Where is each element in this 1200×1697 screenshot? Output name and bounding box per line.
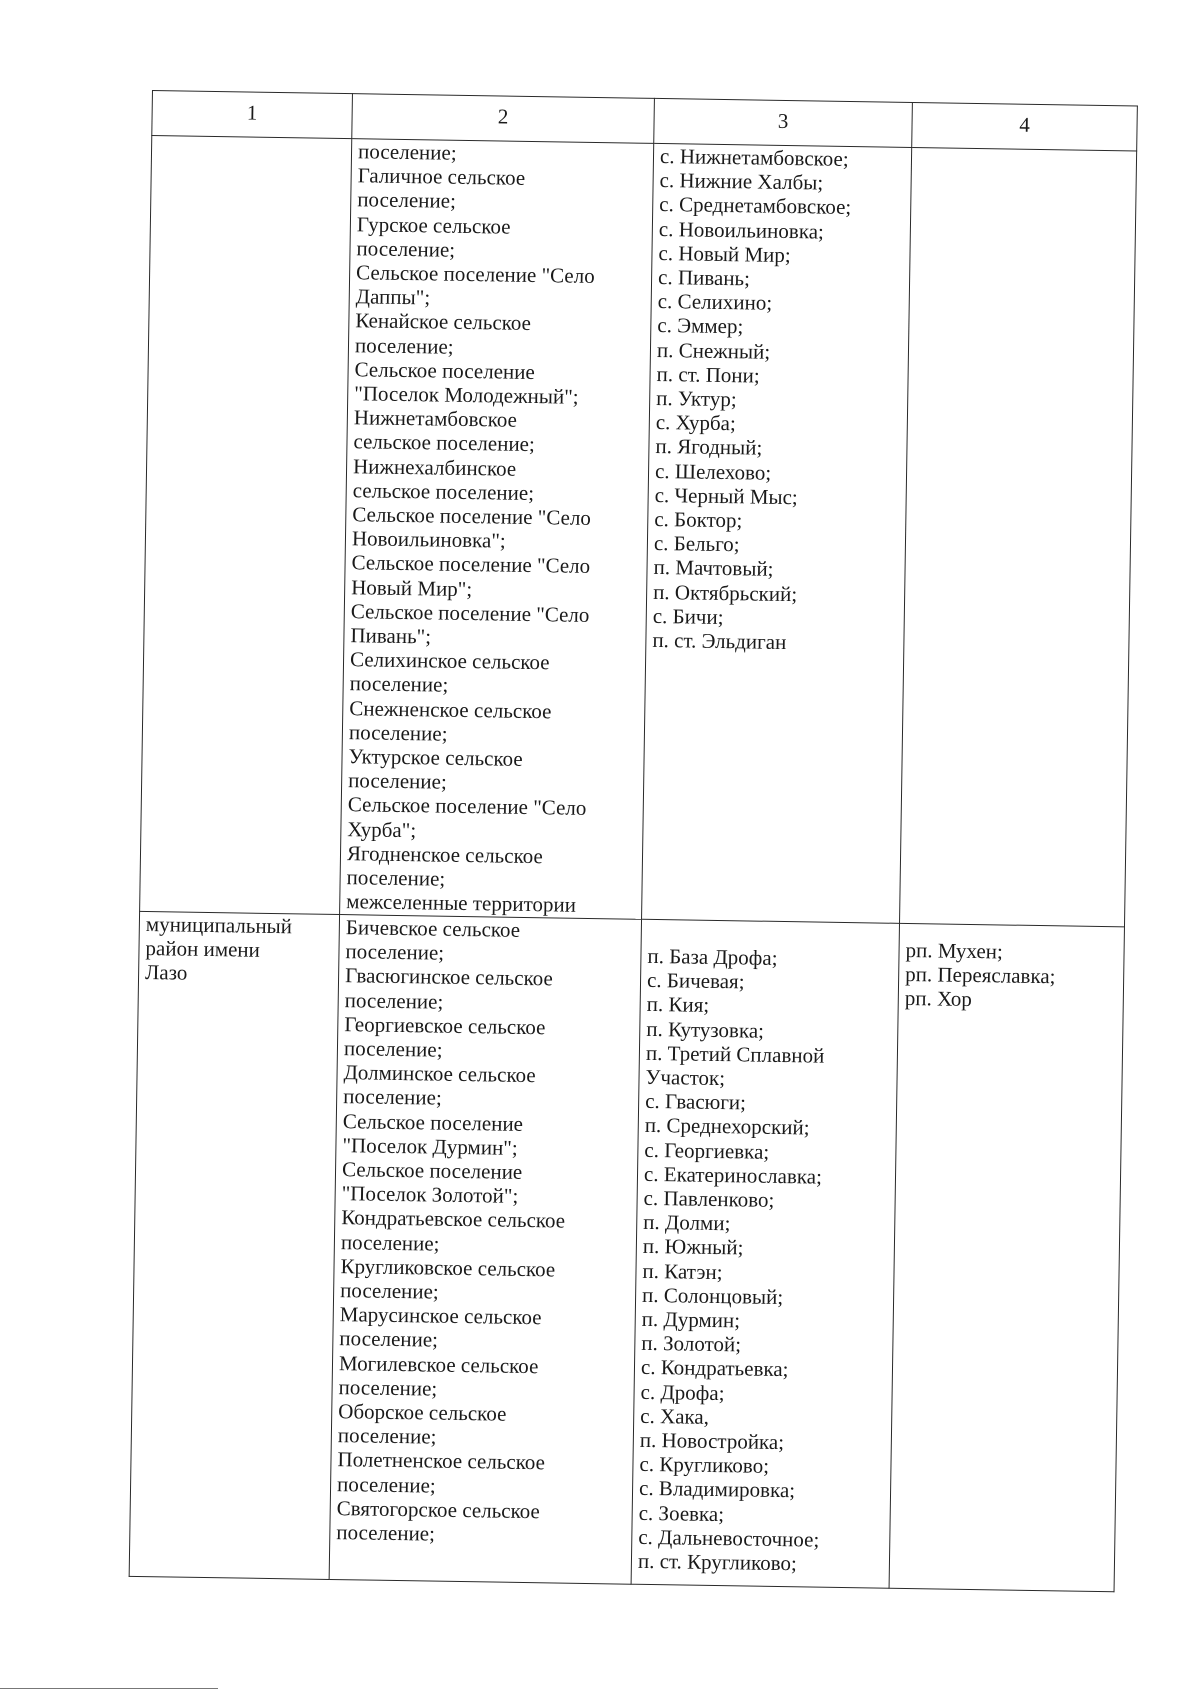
cell-line: с. Среднетамбовское; [659, 192, 852, 220]
cell-line: с. Хурба; [655, 410, 737, 436]
cell-line: Марусинское сельское [339, 1302, 542, 1330]
header-cell-3: 3 [654, 98, 913, 147]
cell-line: поселение; [357, 139, 457, 165]
cell-line: п. Золотой; [641, 1331, 742, 1357]
cell-line: с. Нижнетамбовское; [659, 143, 849, 171]
cell-line: Гурское сельское [356, 211, 511, 239]
cell-line: Сельское поселение [341, 1157, 523, 1184]
cell-line: с. Бичевая; [646, 968, 745, 994]
cell-line: Георгиевское сельское [344, 1011, 546, 1040]
cell-line: п. ст. Эльдиган [652, 627, 787, 655]
cell-line: Пивань"; [350, 623, 432, 649]
row1-district-cell [140, 136, 352, 915]
table-row [129, 911, 1124, 1591]
cell-line: п. Кия; [646, 992, 710, 1018]
cell-line: Галичное сельское [357, 163, 526, 191]
cell-line: с. Георгиевка; [644, 1137, 770, 1164]
cell-line: с. Новоильиновка; [658, 216, 825, 244]
cell-line: Селихинское сельское [349, 647, 550, 675]
row1-urban-cell [900, 147, 1137, 926]
cell-line: межселенные территории [346, 889, 577, 918]
cell-line: п. Мачтовый; [653, 555, 774, 582]
cell-line: поселение; [346, 865, 446, 891]
cell-line: поселение; [348, 720, 448, 746]
cell-line: поселение; [347, 768, 447, 794]
cell-line: Сельское поселение "Село [347, 792, 587, 821]
cell-line: поселение; [336, 1471, 436, 1498]
footnote-separator [0, 1688, 218, 1689]
cell-line: с. Новый Мир; [658, 240, 791, 267]
cell-line: Нижнетамбовское [353, 405, 518, 433]
cell-line: "Поселок Дурмин"; [342, 1132, 518, 1160]
cell-line: поселение; [339, 1326, 439, 1353]
row1-localities-cell [642, 143, 912, 923]
cell-line: п. Новостройка; [639, 1427, 785, 1455]
cell-line: с. Боктор; [654, 506, 743, 533]
cell-line: п. Ягодный; [655, 434, 763, 461]
cell-line: с. Шелехово; [654, 458, 772, 485]
cell-line: муниципальный [145, 912, 293, 939]
cell-line: с. Екатеринославка; [643, 1161, 823, 1189]
cell-line: рп. Переяславка; [905, 962, 1056, 989]
cell-line: Кругликовское сельское [340, 1253, 556, 1282]
cell-line: п. Южный; [642, 1234, 744, 1260]
cell-line: Ягодненское сельское [346, 841, 543, 869]
header-cell-2: 2 [352, 94, 655, 144]
cell-line: поселение; [337, 1423, 437, 1449]
header-cell-4: 4 [912, 102, 1138, 151]
cell-line: Нижнехалбинское [352, 453, 517, 481]
cell-line: Сельское поселение [354, 357, 535, 384]
cell-line: с. Черный Мыс; [654, 482, 798, 510]
table-row [140, 136, 1137, 927]
cell-line: с. Владимировка; [638, 1476, 796, 1503]
cell-line: Участок; [645, 1064, 726, 1091]
cell-line: Новый Мир"; [351, 574, 473, 601]
cell-line: с. Нижние Халбы; [659, 168, 824, 195]
cell-line: п. Октябрьский; [652, 579, 798, 606]
cell-line: п. ст. Пони; [656, 361, 760, 388]
cell-line: поселение; [349, 671, 449, 698]
cell-line: рп. Мухен; [905, 937, 1004, 964]
cell-line: с. Селихино; [657, 289, 773, 315]
cell-line: рп. Хор [904, 986, 973, 1012]
cell-line: п. ст. Кругликово; [637, 1548, 798, 1576]
cell-line: сельское поселение; [353, 429, 536, 457]
cell-line: Уктурское сельское [348, 744, 523, 771]
row2-localities-cell [631, 919, 899, 1588]
cell-line: Кенайское сельское [355, 308, 532, 336]
cell-line: Гвасюгинское сельское [344, 963, 553, 991]
cell-line: с. Дальневосточное; [638, 1524, 820, 1552]
cell-line: Оборское сельское [338, 1399, 507, 1426]
cell-line: п. Катэн; [642, 1258, 723, 1284]
cell-line: Кондратьевское сельское [341, 1205, 566, 1234]
row2-settlements-cell [329, 915, 641, 1585]
cell-line: с. Эммер; [657, 313, 744, 339]
row2-urban-cell [889, 923, 1124, 1591]
cell-line: поселение; [345, 939, 445, 965]
cell-line: п. База Дрофа; [647, 943, 778, 970]
cell-line: Могилевское сельское [338, 1350, 539, 1378]
cell-line: Сельское поселение [342, 1108, 524, 1136]
cell-line: Долминское сельское [343, 1060, 536, 1088]
cell-line: п. Долми; [643, 1210, 731, 1236]
cell-line: поселение; [343, 1036, 443, 1062]
cell-line: Сельское поселение "Село [355, 260, 595, 288]
cell-line: с. Зоевка; [638, 1500, 725, 1526]
settlements-table [129, 90, 1138, 1592]
cell-line: п. Третий Сплавной [645, 1040, 825, 1068]
cell-line: п. Снежный; [656, 337, 771, 364]
row1-settlements-cell [340, 139, 654, 920]
cell-line: с. Гвасюги; [644, 1089, 747, 1115]
cell-line: "Поселок Золотой"; [341, 1181, 519, 1209]
cell-line: с. Кондратьевка; [640, 1355, 789, 1382]
cell-line: поселение; [339, 1278, 439, 1304]
cell-line: Сельское поселение "Село [350, 599, 590, 627]
cell-line: с. Бельго; [653, 531, 740, 557]
cell-line: п. Солонцовый; [641, 1282, 784, 1309]
cell-line: с. Павленково; [643, 1185, 775, 1212]
cell-line: сельское поселение; [352, 478, 535, 505]
cell-line: с. Пивань; [657, 264, 751, 291]
cell-line: Лазо [144, 960, 188, 986]
cell-line: Сельское поселение "Село [352, 502, 592, 530]
cell-line: п. Уктур; [656, 385, 737, 412]
cell-line: Новоильиновка"; [351, 526, 506, 553]
cell-line: Хурба"; [347, 816, 417, 842]
cell-line: Полетненское сельское [337, 1447, 546, 1475]
cell-line: с. Бичи; [652, 603, 724, 629]
header-cell-1: 1 [152, 91, 353, 139]
cell-line: п. Кутузовка; [646, 1016, 765, 1043]
cell-line: с. Дрофа; [640, 1379, 725, 1405]
cell-line: поселение; [336, 1520, 436, 1546]
cell-line: район имени [145, 936, 261, 963]
cell-line: Сельское поселение "Село [351, 550, 591, 579]
cell-line: с. Кругликово; [639, 1452, 770, 1479]
cell-line: п. Дурмин; [641, 1306, 741, 1333]
cell-line: Святогорское сельское [336, 1495, 540, 1524]
row2-district-cell [129, 911, 339, 1579]
cell-line: поселение; [354, 332, 454, 359]
cell-line: поселение; [340, 1229, 440, 1256]
cell-line: с. Хака, [640, 1403, 710, 1429]
cell-line: Даппы"; [355, 284, 431, 310]
cell-line: поселение; [357, 187, 457, 214]
cell-line: поселение; [338, 1374, 438, 1401]
cell-line: "Поселок Молодежный"; [354, 381, 579, 409]
cell-line: п. Среднехорский; [644, 1113, 810, 1140]
cell-line: поселение; [343, 1084, 442, 1111]
cell-line: Снежненское сельское [349, 695, 552, 724]
cell-line: поселение; [356, 236, 456, 262]
cell-line: поселение; [344, 987, 444, 1014]
cell-line: Бичевское сельское [345, 915, 521, 942]
